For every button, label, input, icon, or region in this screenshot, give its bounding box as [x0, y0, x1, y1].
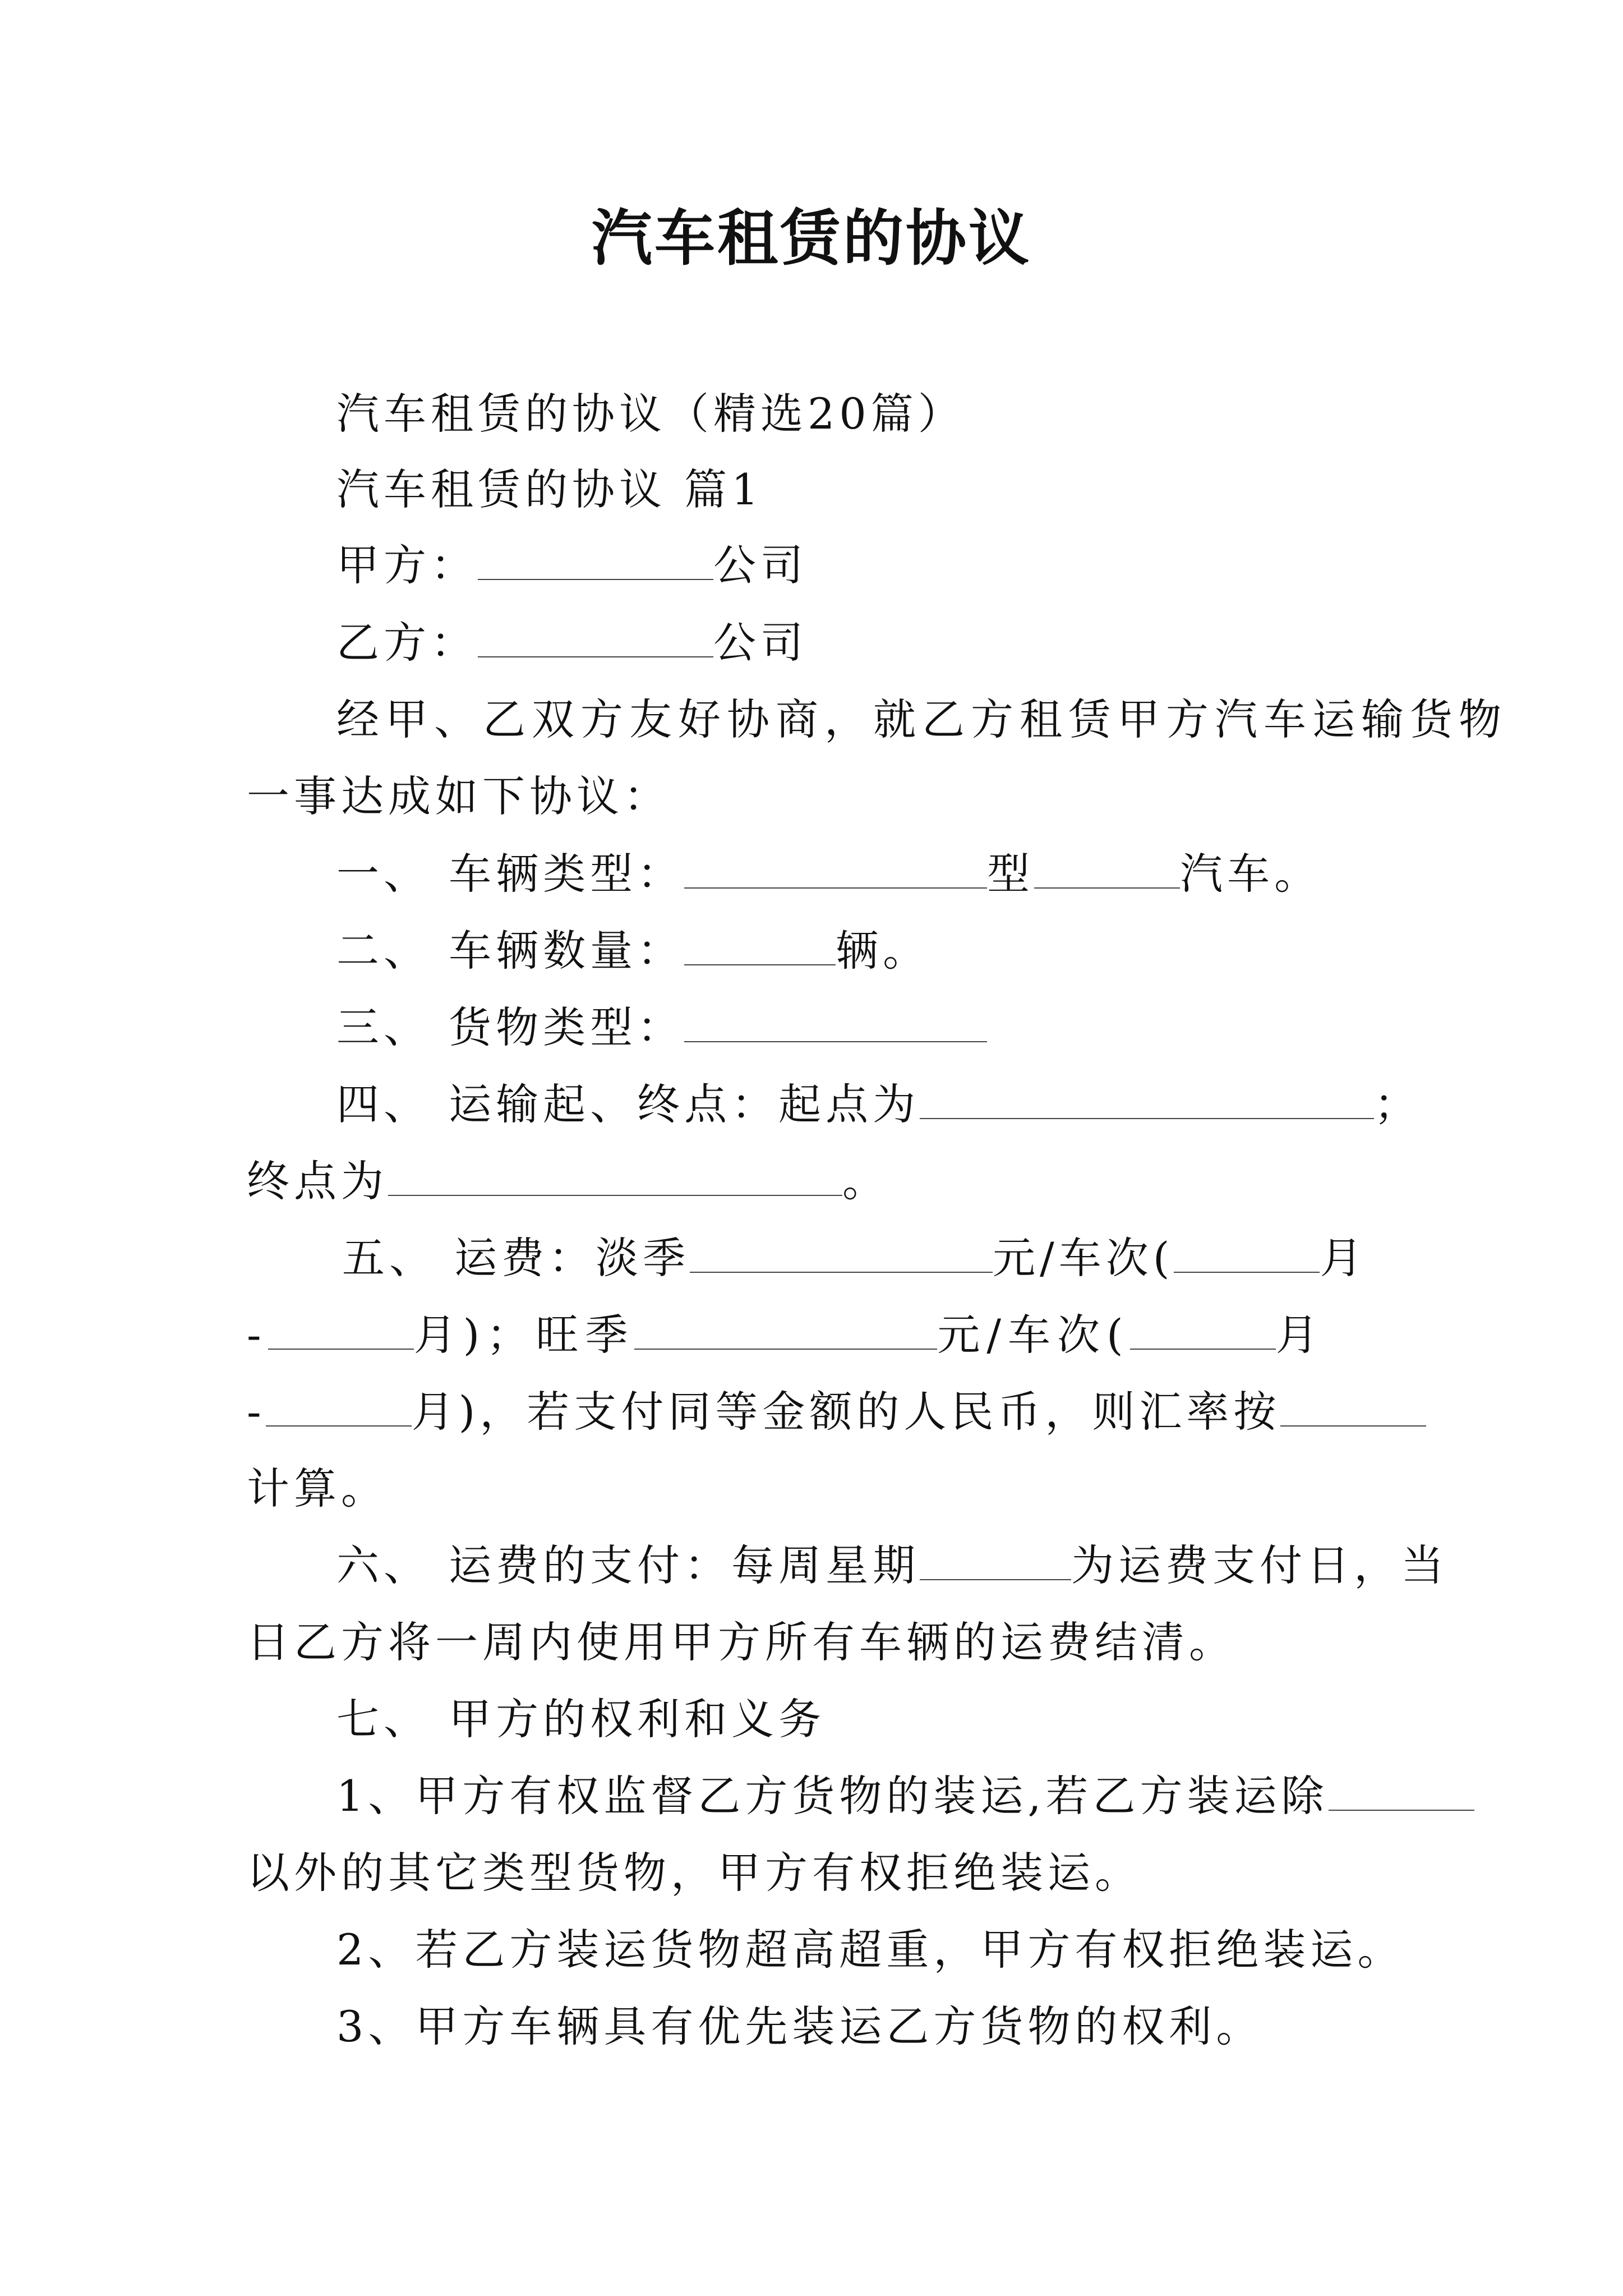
item-5-blank-exchange-rate [1280, 1388, 1426, 1427]
clause-1-prefix: 1、甲方有权监督乙方货物的装运,若乙方装运除 [336, 1771, 1329, 1821]
intro-line-2: 一事达成如下协议： [247, 771, 671, 821]
item-5-line-4: 计算。 [247, 1464, 388, 1513]
item-5-blank-low-month-end [268, 1312, 414, 1350]
item-5-l3-mid: 月)，若支付同等金额的人民币，则汇率按 [411, 1387, 1281, 1437]
item-5-blank-low-season [690, 1235, 993, 1273]
chapter-heading: 汽车租赁的协议 篇1 [336, 464, 763, 514]
item-4-prefix: 四、 运输起、终点：起点为 [336, 1079, 920, 1129]
item-5-blank-high-season [634, 1312, 937, 1350]
item-1-prefix: 一、 车辆类型： [336, 849, 685, 899]
party-a-label: 甲方： [336, 540, 478, 590]
item-5-line-2 [247, 1308, 1325, 1362]
item-6-line-1 [336, 1539, 1448, 1593]
party-a-line [336, 539, 808, 592]
party-b-line [336, 616, 808, 670]
item-5-l1-mid: 元/车次( [993, 1233, 1174, 1283]
item-5-l1-end: 月 [1320, 1233, 1367, 1283]
clause-1-blank [1329, 1773, 1474, 1811]
item-3-prefix: 三、 货物类型： [336, 1002, 685, 1052]
clause-1-line-2: 以外的其它类型货物，甲方有权拒绝装运。 [247, 1848, 1142, 1898]
subtitle: 汽车租赁的协议（精选20篇） [336, 389, 965, 439]
item-6-suffix: 为运费支付日，当 [1071, 1540, 1449, 1590]
item-4-blank-start [920, 1081, 1374, 1119]
item-2-line [336, 924, 930, 978]
item-4-line2-prefix: 终点为 [247, 1156, 388, 1206]
party-b-label: 乙方： [336, 618, 478, 668]
item-3-line [336, 1001, 987, 1055]
clause-1-line-1 [336, 1769, 1474, 1823]
item-2-suffix: 辆。 [836, 926, 930, 976]
item-1-suffix: 汽车。 [1180, 849, 1322, 899]
item-5-l2-end: 月 [1275, 1310, 1325, 1360]
item-4-line-1 [336, 1078, 1421, 1131]
item-4-line2-suffix: 。 [842, 1156, 889, 1206]
item-6-prefix: 六、 运费的支付：每周星期 [336, 1540, 920, 1590]
item-5-l2-start: - [247, 1310, 268, 1360]
item-5-l2-mid2: 元/车次( [937, 1310, 1130, 1360]
party-a-suffix: 公司 [713, 540, 808, 590]
item-4-end: ； [1374, 1079, 1422, 1129]
item-4-line-2 [247, 1154, 889, 1208]
item-5-l1-prefix: 五、 运费：淡季 [342, 1233, 690, 1283]
item-5-blank-high-month-end [266, 1388, 412, 1427]
item-1-blank-a [684, 850, 987, 889]
item-3-blank [684, 1004, 987, 1042]
party-b-blank [478, 619, 713, 657]
intro-line-1: 经甲、乙双方友好协商，就乙方租赁甲方汽车运输货物 [336, 694, 1507, 744]
item-1-blank-b [1034, 850, 1180, 889]
item-4-blank-end [388, 1158, 842, 1196]
item-5-blank-low-month-start [1174, 1235, 1320, 1273]
party-a-blank [478, 542, 713, 580]
item-5-line-1 [342, 1231, 1367, 1285]
clause-2: 2、若乙方装运货物超高超重，甲方有权拒绝装运。 [336, 1925, 1405, 1975]
party-b-suffix: 公司 [713, 618, 808, 668]
item-5-blank-high-month-start [1130, 1312, 1276, 1350]
item-5-l3-start: - [247, 1387, 266, 1437]
item-2-blank [684, 927, 836, 965]
item-2-prefix: 二、 车辆数量： [336, 926, 685, 976]
item-6-blank-weekday [920, 1542, 1071, 1580]
item-1-line [336, 847, 1321, 901]
item-7-heading: 七、 甲方的权利和义务 [336, 1694, 826, 1744]
item-5-l2-mid: 月)；旺季 [413, 1310, 635, 1360]
item-6-line-2: 日乙方将一周内使用甲方所有车辆的运费结清。 [247, 1617, 1236, 1667]
item-5-line-3 [247, 1385, 1426, 1439]
document-title: 汽车租赁的协议 [591, 203, 1031, 274]
item-1-mid: 型 [987, 849, 1035, 899]
clause-3: 3、甲方车辆具有优先装运乙方货物的权利。 [336, 2001, 1264, 2051]
